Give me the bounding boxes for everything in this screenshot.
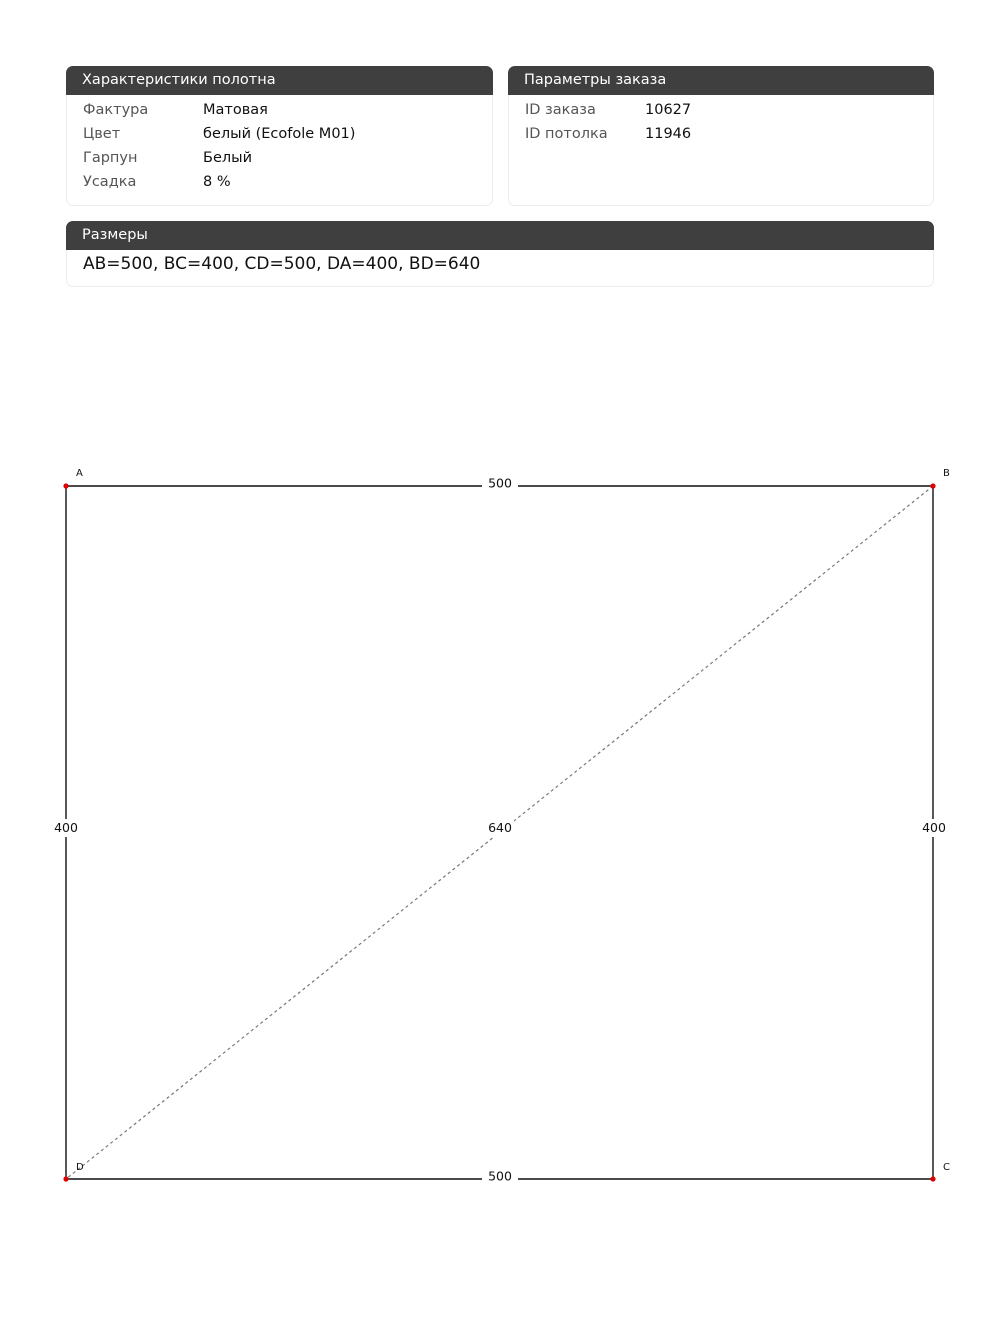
property-value: Матовая	[203, 102, 268, 118]
vertex-d-marker	[63, 1176, 68, 1181]
vertex-c-marker	[930, 1176, 935, 1181]
property-label: Фактура	[83, 102, 149, 118]
property-value: Белый	[203, 150, 253, 166]
ceiling-drawing	[0, 440, 1000, 1220]
property-value: 8 %	[203, 174, 231, 190]
sizes-card	[66, 221, 934, 287]
vertex-c-label: C	[943, 1162, 950, 1173]
property-label: Усадка	[83, 174, 137, 190]
order-value: 10627	[645, 102, 692, 118]
canvas-properties-title: Характеристики полотна	[66, 66, 493, 95]
order-row-ceiling-id	[525, 122, 933, 146]
vertex-a-label: A	[76, 468, 83, 479]
order-value: 11946	[645, 126, 692, 142]
canvas-properties-card	[66, 66, 493, 206]
edge-label-cd: 500	[488, 1168, 512, 1184]
edge-label-da: 400	[54, 820, 78, 835]
property-label: Цвет	[83, 126, 121, 142]
order-parameters-title: Параметры заказа	[508, 66, 934, 95]
vertex-a-marker	[63, 483, 68, 488]
order-parameters-card	[508, 66, 934, 206]
order-label: ID заказа	[525, 102, 596, 118]
property-row-harpoon	[83, 146, 492, 170]
property-label: Гарпун	[83, 150, 138, 166]
sizes-title: Размеры	[66, 221, 934, 250]
edge-label-bd: 640	[488, 820, 512, 835]
order-label: ID потолка	[525, 126, 608, 142]
vertex-b-marker	[930, 483, 935, 488]
property-row-shrinkage	[83, 170, 492, 194]
property-row-color	[83, 122, 492, 146]
edge-label-bc: 400	[922, 820, 946, 835]
sizes-summary: AB=500, BC=400, CD=500, DA=400, BD=640	[83, 254, 481, 274]
property-row-texture	[83, 98, 492, 122]
property-value: белый (Ecofole M01)	[203, 126, 356, 142]
order-row-order-id	[525, 98, 933, 122]
vertex-b-label: B	[943, 468, 950, 479]
edge-label-ab: 500	[488, 475, 512, 491]
vertex-d-label: D	[76, 1162, 84, 1173]
